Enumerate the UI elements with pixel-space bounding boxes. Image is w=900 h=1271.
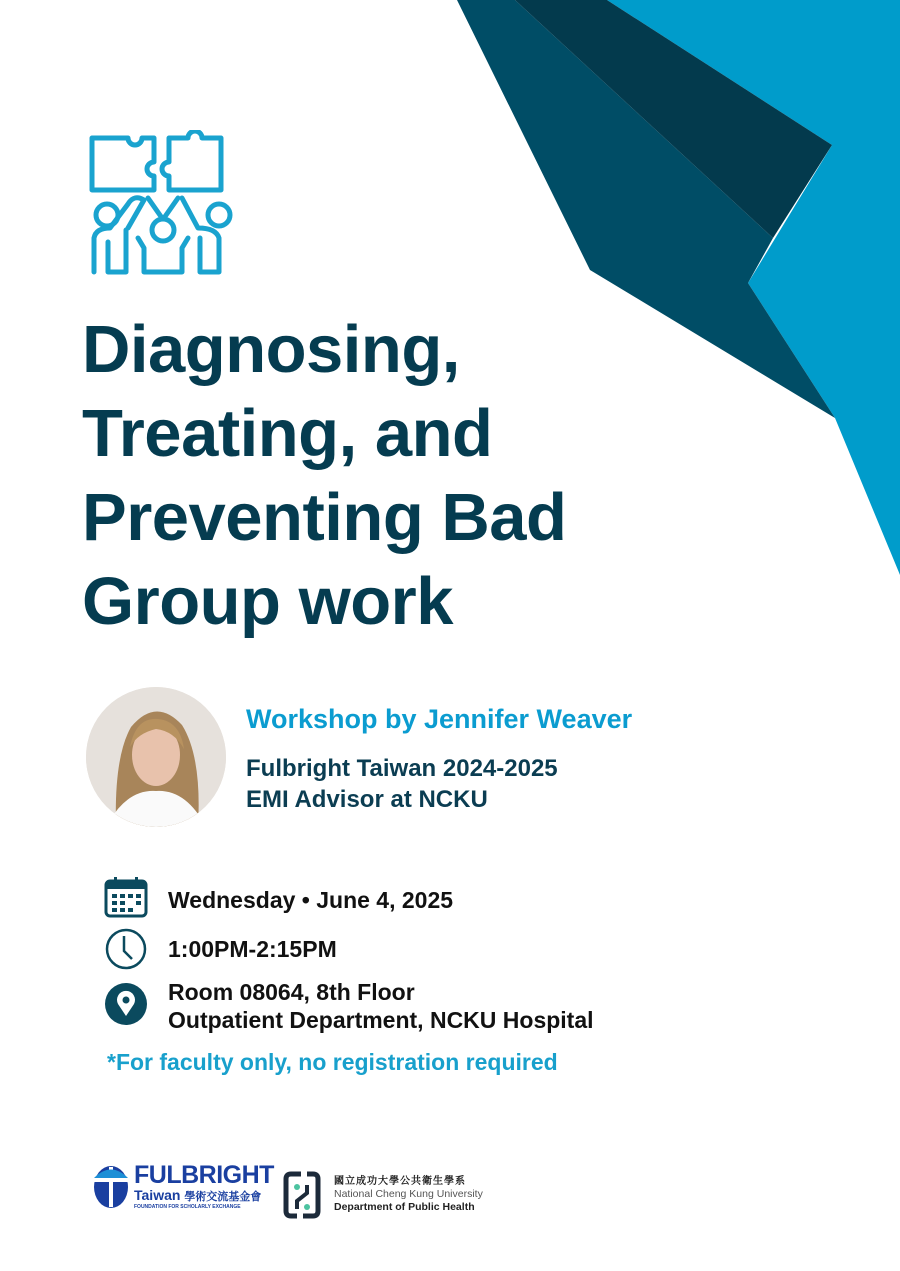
calendar-icon [104, 876, 148, 918]
location-line: Room 08064, 8th Floor [168, 979, 415, 1005]
ncku-university: National Cheng Kung University [334, 1188, 483, 1201]
affiliation-line: EMI Advisor at NCKU [246, 786, 488, 813]
fulbright-globe-icon [93, 1165, 129, 1209]
page-title [82, 308, 566, 644]
fulbright-tagline: FOUNDATION FOR SCHOLARLY EXCHANGE [134, 1204, 241, 1210]
fulbright-taiwan-logo [93, 1163, 274, 1210]
location-row [104, 978, 594, 1034]
location-line: Outpatient Department, NCKU Hospital [168, 1007, 594, 1033]
ncku-dph-emblem [283, 1171, 321, 1219]
fulbright-sub: Taiwan [134, 1187, 181, 1203]
ncku-chinese-name: 國立成功大學公共衛生學系 [334, 1176, 466, 1188]
title-line: Preventing Bad [82, 480, 567, 555]
title-line: Group work [82, 564, 453, 639]
title-line: Treating, and [82, 396, 493, 471]
fulbright-chinese: 學術交流基金會 [184, 1191, 262, 1203]
ncku-public-health-logo [283, 1171, 483, 1219]
speaker-affiliation [246, 753, 558, 815]
title-line: Diagnosing, [82, 312, 460, 387]
affiliation-line: Fulbright Taiwan 2024-2025 [246, 755, 558, 782]
speaker-photo [86, 687, 226, 827]
ncku-department: Department of Public Health [334, 1201, 475, 1213]
time-row [104, 927, 337, 971]
clock-icon [104, 927, 148, 971]
attendance-note: *For faculty only, no registration required [107, 1049, 558, 1075]
fulbright-name: FULBRIGHT [134, 1161, 274, 1189]
date-row [104, 876, 453, 918]
workshop-speaker: Workshop by Jennifer Weaver [246, 704, 633, 734]
event-date: Wednesday • June 4, 2025 [168, 887, 454, 913]
event-location [168, 978, 594, 1034]
event-time: 1:00PM-2:15PM [168, 936, 337, 962]
location-pin-icon [104, 982, 148, 1026]
teamwork-puzzle-icon [88, 130, 238, 278]
